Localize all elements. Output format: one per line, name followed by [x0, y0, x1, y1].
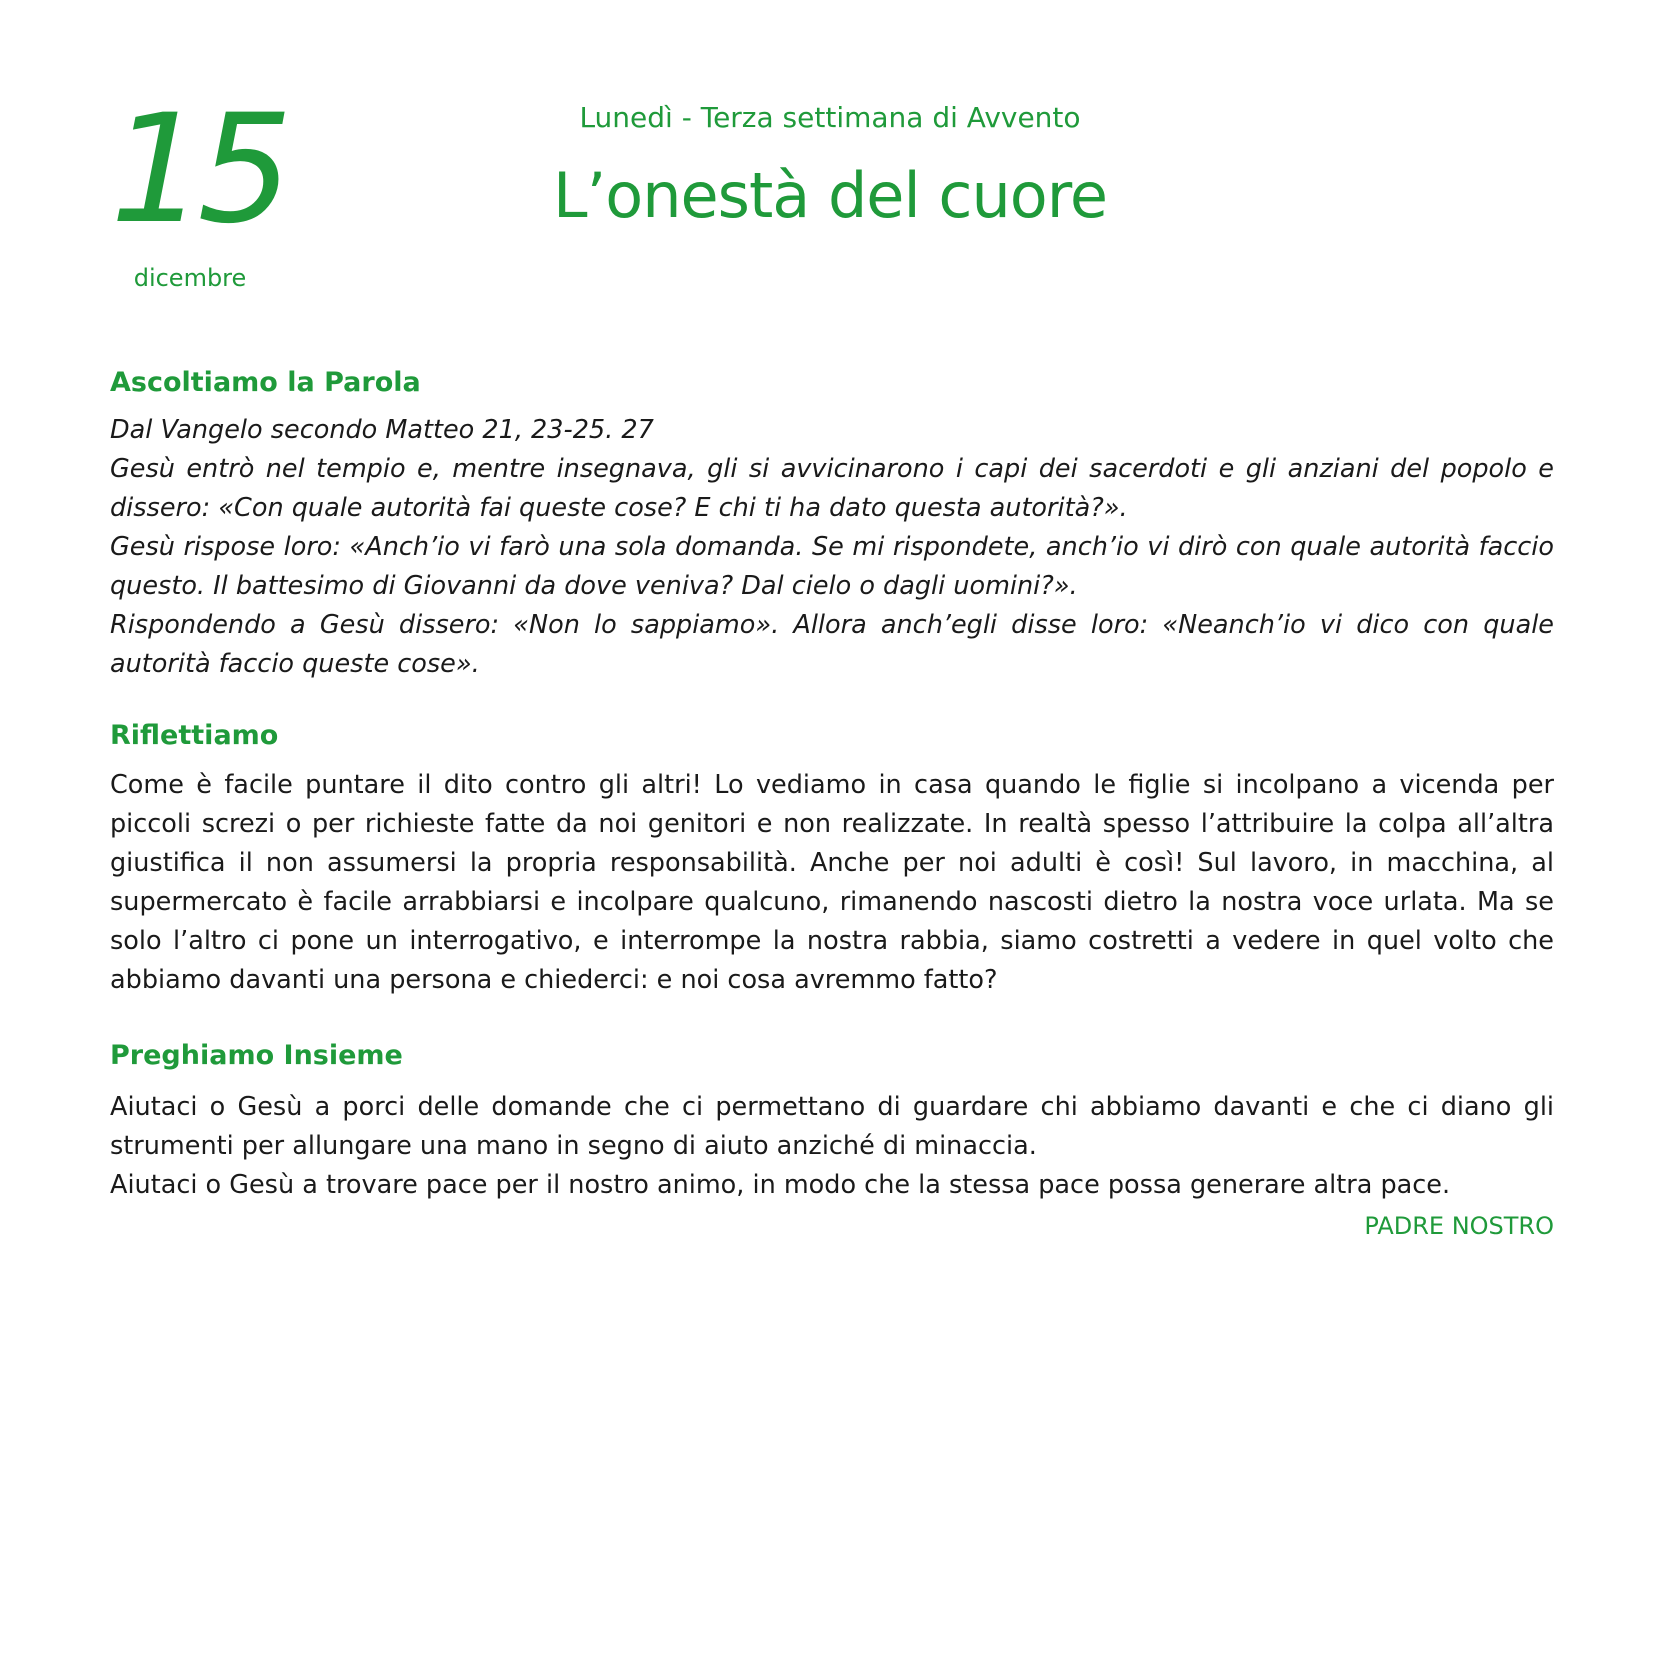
- section-heading: Riflettiamo: [110, 720, 279, 751]
- date-day: 15: [110, 83, 285, 257]
- gospel-reference: Dal Vangelo secondo Matteo 21, 23-25. 27: [110, 415, 654, 445]
- section-heading: Ascoltiamo la Parola: [110, 367, 421, 398]
- section-preghiamo: [110, 1038, 1554, 1243]
- section-riflettiamo: [110, 718, 1554, 1000]
- gospel-paragraph: Gesù entrò nel tempio e, mentre insegnava, gli si avvicinarono i capi dei sacerdoti e gli anziani del popolo e dissero: «Con quale autorità fai queste cose? E chi ti ha dato questa autorità?».: [110, 454, 1554, 523]
- page-header: [500, 100, 1160, 234]
- page-title: L’onestà del cuore: [553, 159, 1107, 232]
- prayer-paragraph: Aiutaci o Gesù a trovare pace per il nostro animo, in modo che la stessa pace possa generare altra pace.: [110, 1170, 1451, 1200]
- date-month: dicembre: [133, 264, 247, 292]
- gospel-paragraph: Gesù rispose loro: «Anch’io vi farò una sola domanda. Se mi rispondete, anch’io vi dirò con quale autorità faccio questo. Il battesimo di Giovanni da dove veniva? Dal cielo o dagli uomini?».: [110, 532, 1554, 601]
- reflection-paragraph: Come è facile puntare il dito contro gli altri! Lo vediamo in casa quando le figlie si incolpano a vicenda per piccoli screzi o per richieste fatte da noi genitori e non realizzate. In realtà spesso l’attribuire la colpa all’altra giustifica il non assumersi la propria responsabilità. Anche per noi adulti è così! Sul lavoro, in macchina, al supermercato è facile arrabbiarsi e incolpare qualcuno, rimanendo nascosti dietro la nostra voce urlata. Ma se solo l’altro ci pone un interrogativo, e interrompe la nostra rabbia, siamo costretti a vedere in quel volto che abbiamo davanti una persona e chiederci: e noi cosa avremmo fatto?: [110, 770, 1554, 995]
- closing-prayer: PADRE NOSTRO: [1364, 1212, 1554, 1240]
- content: [110, 365, 1554, 1267]
- gospel-paragraph: Rispondendo a Gesù dissero: «Non lo sappiamo». Allora anch’egli disse loro: «Neanch’io vi dico con quale autorità faccio queste cose».: [110, 610, 1554, 679]
- page-subtitle: Lunedì - Terza settimana di Avvento: [579, 101, 1081, 134]
- section-ascoltiamo: [110, 365, 1554, 684]
- section-heading: Preghiamo Insieme: [110, 1040, 403, 1071]
- date-block: [110, 83, 285, 293]
- prayer-paragraph: Aiutaci o Gesù a porci delle domande che ci permettano di guardare chi abbiamo davanti e che ci diano gli strumenti per allungare una mano in segno di aiuto anziché di minaccia.: [110, 1092, 1554, 1161]
